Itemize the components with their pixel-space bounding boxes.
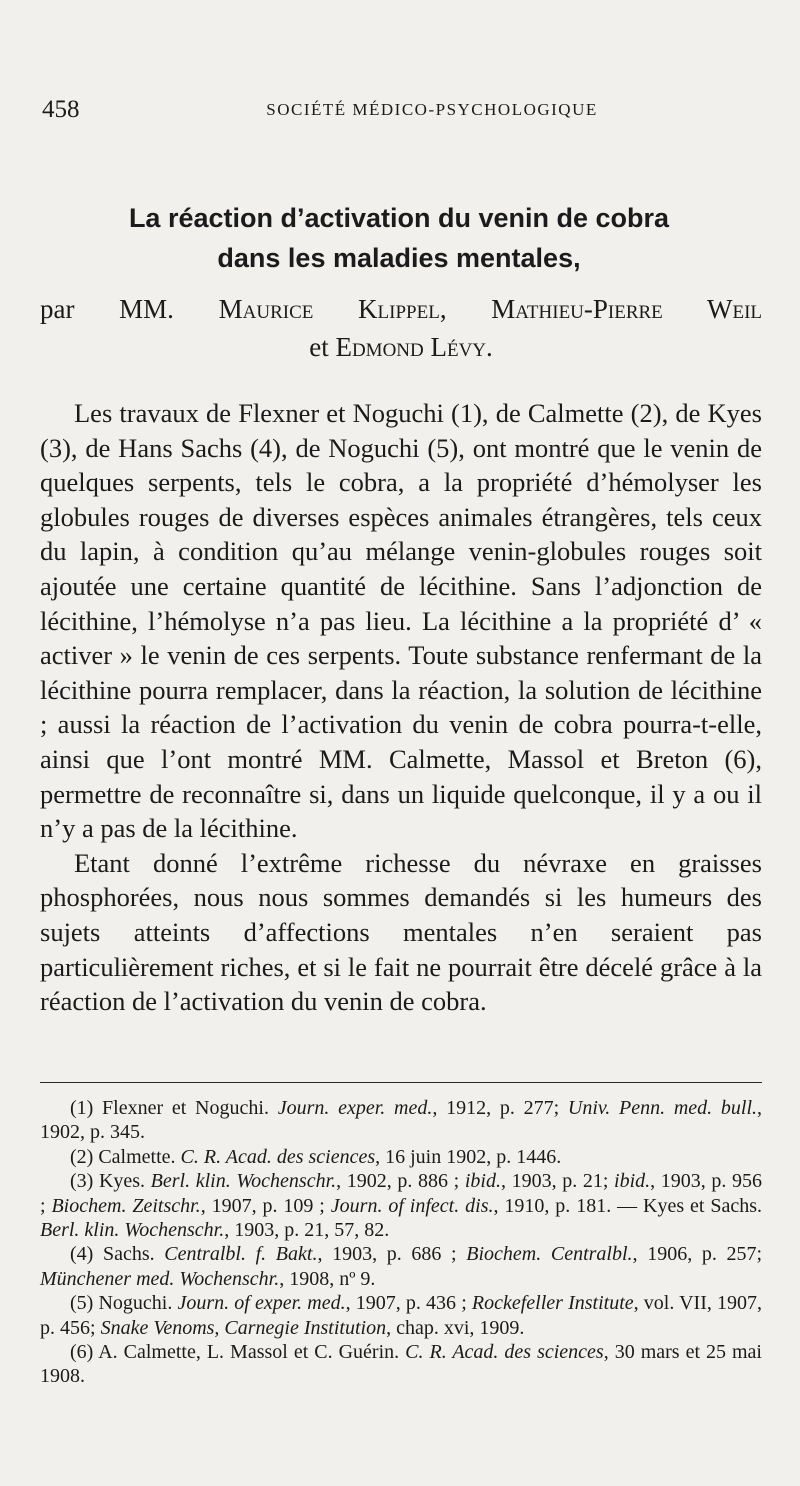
fn1-journal-1: Journ. exper. med.: [277, 1097, 433, 1119]
footnote-2: [40, 1145, 762, 1169]
byline-line-2: [40, 328, 762, 366]
footnotes: [40, 1096, 762, 1389]
fn3-journal-4: Biochem. Zeitschr.: [51, 1194, 201, 1217]
fn3-journal-1: Berl. klin. Wochenschr.: [150, 1170, 337, 1193]
fn4-journal-2: Biochem. Centralbl.: [466, 1243, 633, 1266]
fn3-journal-6: Berl. klin. Wochenschr.: [40, 1219, 225, 1242]
fn4-ref-2: , 1906, p. 257;: [632, 1243, 763, 1266]
footnote-5: [40, 1291, 762, 1340]
title-line-1: La réaction d’activation du venin de cobra: [128, 203, 670, 233]
paragraph-1: Les travaux de Flexner et Noguchi (1), de Calmette (2), de Kyes (3), de Hans Sachs (4), de Noguchi (5), ont montré que le venin de quelques serpents, tels le cobra, a la propriété d’hémolyser les globules rouges de diverses espèces animales étrangères, tels ceux du lapin, à condition qu’au mélange venin-globules rouges soit ajoutée une certaine quantité de lécithine. Sans l’adjonction de lécithine, l’hémolyse n’a pas lieu. La lécithine a la propriété d’ « activer » le venin de ces serpents. Toute substance renfermant de la lécithine pourra remplacer, dans la réaction, la solution de lécithine ; aussi la réaction de l’activation du venin de cobra pourra-t-elle, ainsi que l’ont montré MM. Calmette, Massol et Breton (6), permettre de reconnaître si, dans un liquide quelconque, il y a ou il n’y a pas de la lécithine.: [40, 398, 762, 844]
page-number: 458: [42, 96, 80, 123]
fn5-lead: (5) Noguchi.: [70, 1292, 173, 1315]
fn6-lead: (6) A. Calmette, L. Massol et C. Guérin.: [70, 1341, 400, 1364]
fn5-journal-2: Rockefeller Institute: [471, 1292, 634, 1315]
fn2-ref-1: , 16 juin 1902, p. 1446.: [375, 1145, 562, 1168]
byline-prefix: par MM.: [40, 294, 174, 324]
fn5-ref-3: , chap. xvi, 1909.: [386, 1316, 525, 1339]
fn1-lead: (1) Flexner et Noguchi.: [70, 1097, 269, 1119]
author-klippel: Maurice Klippel,: [218, 294, 447, 324]
fn4-journal-3: Münchener med. Wochenschr.: [40, 1267, 280, 1290]
fn5-ref-2: , vol. VII, 1907, p. 456;: [40, 1292, 763, 1339]
author-weil: Mathieu-Pierre Weil: [491, 294, 763, 324]
fn5-journal-3: Snake Venoms, Carnegie Institution: [100, 1316, 387, 1339]
fn3-ref-5: , 1910, p. 181. — Kyes et Sachs.: [493, 1194, 763, 1217]
footnote-rule: [40, 1082, 762, 1083]
fn4-ref-1: , 1903, p. 686 ;: [317, 1243, 457, 1266]
fn6-journal-1: C. R. Acad. des sciences: [405, 1341, 604, 1364]
author-byline: [40, 290, 762, 366]
fn3-ref-3: , 1903, p. 956 ;: [40, 1170, 763, 1217]
running-head: SOCIÉTÉ MÉDICO-PSYCHOLOGIQUE: [266, 100, 598, 119]
fn3-journal-5: Journ. of infect. dis.: [330, 1194, 494, 1217]
fn5-ref-1: , 1907, p. 436 ;: [345, 1292, 467, 1315]
footnote-4: [40, 1242, 762, 1291]
byline-conjunction: et: [309, 332, 329, 362]
page-header: [42, 96, 762, 136]
article-title: [40, 198, 758, 278]
fn2-lead: (2) Calmette.: [70, 1145, 176, 1168]
fn4-lead: (4) Sachs.: [70, 1243, 155, 1266]
fn1-ref-2: , 1902, p. 345.: [40, 1097, 763, 1144]
fn3-journal-2: ibid.: [464, 1170, 501, 1193]
footnote-1: [40, 1096, 762, 1145]
fn1-ref-1: , 1912, p. 277;: [432, 1097, 560, 1119]
fn3-journal-3: ibid.: [614, 1170, 651, 1193]
fn3-ref-2: , 1903, p. 21;: [500, 1170, 609, 1193]
footnote-6: [40, 1340, 762, 1389]
fn2-journal-1: C. R. Acad. des sciences: [180, 1145, 376, 1168]
body-text: [40, 396, 762, 1019]
footnote-3: [40, 1169, 762, 1242]
fn6-ref-1: , 30 mars et 25 mai 1908.: [40, 1341, 762, 1388]
author-levy: Edmond Lévy.: [335, 332, 493, 362]
fn1-journal-2: Univ. Penn. med. bull.: [567, 1097, 758, 1119]
fn3-ref-6: , 1903, p. 21, 57, 82.: [224, 1219, 390, 1242]
fn5-journal-1: Journ. of exper. med.: [177, 1292, 346, 1315]
fn4-ref-3: , 1908, nº 9.: [279, 1267, 376, 1290]
fn4-journal-1: Centralbl. f. Bakt.: [164, 1243, 318, 1266]
fn3-lead: (3) Kyes.: [70, 1170, 146, 1193]
fn3-ref-4: , 1907, p. 109 ;: [200, 1194, 325, 1217]
paragraph-2: Etant donné l’extrême richesse du névraxe en graisses phosphorées, nous nous sommes demandés si les humeurs des sujets atteints d’affections mentales n’en seraient pas particulièrement riches, et si le fait ne pourrait être décelé grâce à la réaction de l’activation du venin de cobra.: [40, 847, 762, 1017]
byline-line-1: [40, 290, 762, 328]
title-line-2: dans les maladies mentales,: [217, 243, 581, 273]
fn3-ref-1: , 1902, p. 886 ;: [336, 1170, 460, 1193]
